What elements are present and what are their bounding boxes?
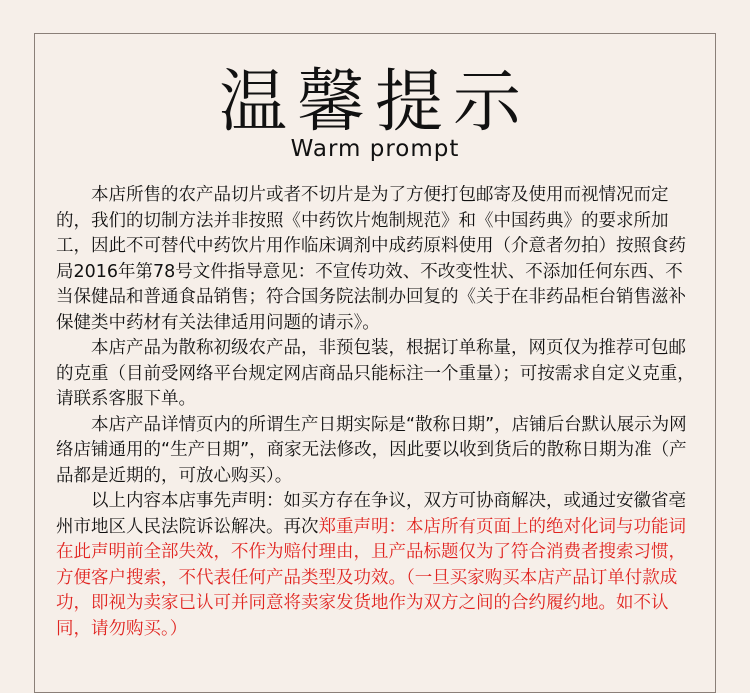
solemn-declaration-text: 郑重声明：本店所有页面上的绝对化词与功能词在此声明前全部失效，不作为赔付理由，且产品标题仅为了符合消费者搜索习惯，方便客户搜索，不代表任何产品类型及功效。（一旦买家购买本店产品订单付款成功，即视为卖家已认可并同意将卖家发货地作为双方之间的合约履约地。如不认同，请勿购买。） — [56, 516, 686, 639]
notice-title: 温馨提示 — [218, 63, 531, 142]
notice-body — [56, 183, 696, 642]
paragraph-processing-notice: 本店所售的农产品切片或者不切片是为了方便打包邮寄及使用而视情况而定的，我们的切制方法并非按照《中药饮片炮制规范》和《中国药典》的要求所加工，因此不可替代中药饮片用作临床调剂中成药原料使用（介意者勿拍）按照食药局2016年第78号文件指导意见：不宣传功效、不改变性状、不添加任何东西、不当保健品和普通食品销售；符合国务院法制办回复的《关于在非药品柜台销售滋补保健类中药材有关法律适用问题的请示》。 — [56, 185, 686, 333]
paragraph-date-notice: 本店产品详情页内的所谓生产日期实际是“散称日期”，店铺后台默认展示为网络店铺通用的“生产日期”，商家无法修改，因此要以收到货后的散称日期为准（产品都是近期的，可放心购买）。 — [56, 414, 687, 486]
legal-statement-text: 以上内容本店事先声明：如买方存在争议，双方可协商解决，或通过安徽省亳州市地区人民法院诉讼解决。再次 — [56, 491, 686, 537]
paragraph-weight-notice: 本店产品为散称初级农产品，非预包装，根据订单称量，网页仅为推荐可包邮的克重（目前受网络平台规定网店商品只能标注一个重量）；可按需求自定义克重，请联系客服下单。 — [56, 338, 695, 409]
notice-subtitle: Warm prompt — [290, 136, 460, 162]
paragraph-legal-statement — [56, 489, 696, 642]
